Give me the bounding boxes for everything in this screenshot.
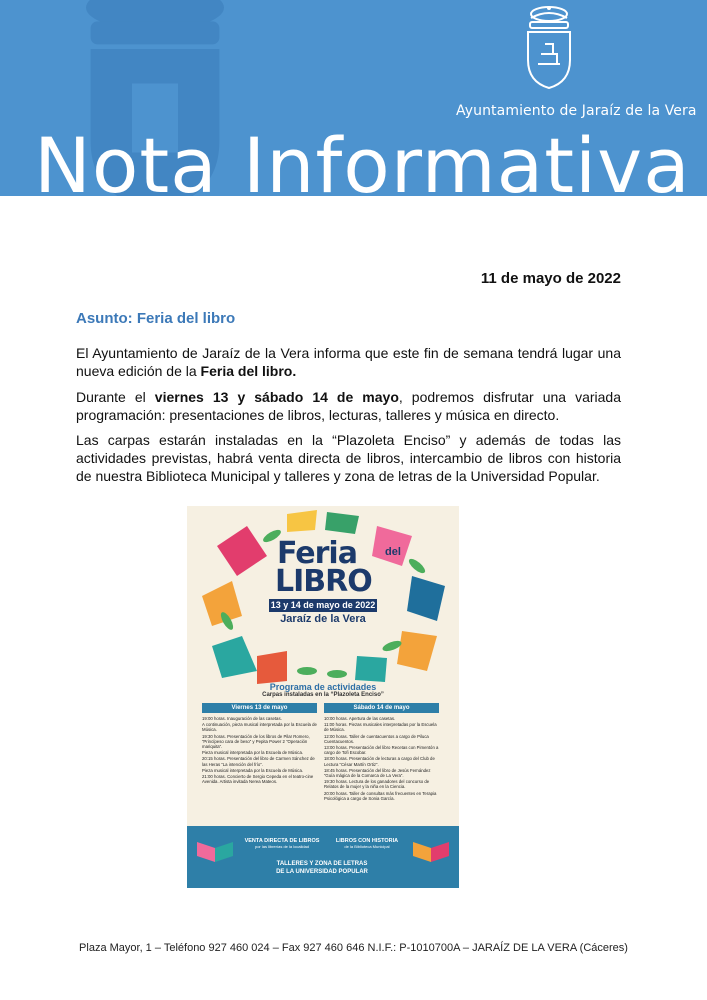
poster-venta-sub: por las librerías de la localidad bbox=[254, 844, 310, 849]
poster-place: Jaraíz de la Vera bbox=[280, 613, 366, 625]
open-book-right-icon bbox=[411, 834, 451, 864]
poster-title-feria: Feria bbox=[277, 536, 357, 571]
list-item: 18:00 horas. Presentación de lecturas a cargo del Club de Lectura “César Martín Ortiz”. bbox=[324, 756, 435, 767]
coat-of-arms-logo-icon bbox=[516, 4, 582, 90]
paragraph-intro bbox=[76, 344, 621, 380]
paragraph-dates-text-b: , podremos disfrutar una variada programación: presentaciones de libros, lecturas, talleres y música en directo. bbox=[76, 389, 621, 423]
poster-saturday-column bbox=[324, 703, 439, 802]
poster-title-libro: LIBRO bbox=[275, 564, 372, 599]
paragraph-location: Las carpas estarán instaladas en la “Plazoleta Enciso” y además de todas las actividades previstas, habrá venta directa de libros, intercambio de libros con historia de nuestra Biblioteca Municipal y talleres y zona de letras de la Universidad Popular. bbox=[76, 432, 621, 484]
poster-title-del: del bbox=[385, 546, 401, 558]
poster-historia-sub: de la Biblioteca Municipal bbox=[344, 844, 390, 849]
poster-historia bbox=[327, 838, 407, 849]
poster-talleres-line2: DE LA UNIVERSIDAD POPULAR bbox=[276, 869, 368, 875]
poster-saturday-heading: Sábado 14 de mayo bbox=[324, 703, 439, 713]
poster-venta-title: VENTA DIRECTA DE LIBROS bbox=[244, 838, 320, 844]
paragraph-dates bbox=[76, 388, 621, 424]
list-item: 20:15 horas. Presentación del libro de Carmen Sánchez de las Heras “La intención del frío”. bbox=[202, 756, 315, 767]
poster-venta bbox=[237, 838, 327, 849]
paragraph-dates-bold: viernes 13 y sábado 14 de mayo bbox=[154, 389, 399, 405]
poster-friday-column bbox=[202, 703, 317, 785]
poster-program-title: Programa de actividades bbox=[269, 682, 377, 692]
event-poster bbox=[187, 506, 459, 888]
list-item: 18:45 horas. Presentación del libro de Jesús Fernández “Guía mágica de la Comarca de La Vera”. bbox=[324, 767, 431, 779]
list-item: 11:00 horas. Piezas musicales interpretadas por la Escuela de Música. bbox=[324, 722, 437, 733]
organization-name: Ayuntamiento de Jaraíz de la Vera bbox=[456, 103, 697, 119]
header-banner bbox=[0, 0, 707, 196]
list-item: 12:00 horas. Taller de cuentacuentos a cargo de Piluca Cuentacuentos. bbox=[324, 733, 429, 744]
list-item: 19:30 horas. Presentación de los libros de Pilar Romero, “Princípeso cara de beso” y Pepita Power 2 “Operación mariquita”. bbox=[202, 733, 310, 750]
poster-friday-heading: Viernes 13 de mayo bbox=[202, 703, 317, 713]
poster-talleres-line1: TALLERES Y ZONA DE LETRAS bbox=[276, 861, 368, 867]
poster-footer-band bbox=[187, 826, 459, 888]
poster-talleres bbox=[247, 860, 397, 876]
poster-carpas: Carpas instaladas en la “Plazoleta Enciso” bbox=[262, 692, 384, 698]
poster-dates: 13 y 14 de mayo de 2022 bbox=[270, 600, 376, 610]
paragraph-intro-text: El Ayuntamiento de Jaraíz de la Vera informa que este fin de semana tendrá lugar una nueva edición de la bbox=[76, 345, 621, 379]
paragraph-intro-bold: Feria del libro. bbox=[200, 363, 297, 379]
document-subject: Asunto: Feria del libro bbox=[76, 310, 236, 327]
list-item: 13:00 horas. Presentación del libro Recetas con Pimentón a cargo de Tofi Escobar. bbox=[324, 745, 439, 756]
list-item: 19:00 horas. Inauguración de las casetas. bbox=[202, 716, 282, 721]
list-item: 19:30 horas. Lectura de los ganadores del concurso de Relatos de la mujer y la niña en la Ciencia. bbox=[324, 779, 430, 790]
list-item: Pieza musical interpretada por la Escuela de Música. bbox=[202, 750, 304, 756]
list-item: 10:00 horas. Apertura de las casetas. bbox=[324, 716, 396, 721]
open-book-left-icon bbox=[195, 834, 235, 864]
list-item: 20:00 horas. Taller de consultas más frecuentes en Terapia Psicológica a cargo de Sonia García. bbox=[324, 790, 437, 801]
poster-historia-title: LIBROS CON HISTORIA bbox=[335, 838, 399, 844]
address-footer: Plaza Mayor, 1 – Teléfono 927 460 024 – Fax 927 460 646 N.I.F.: P-1010700A – JARAÍZ DE LA VERA (Cáceres) bbox=[79, 942, 628, 954]
paragraph-dates-text-a: Durante el bbox=[76, 389, 155, 405]
list-item: Pieza musical interpretada por la Escuela de Música. bbox=[202, 767, 304, 773]
document-date: 11 de mayo de 2022 bbox=[480, 270, 621, 287]
list-item: A continuación, pieza musical interpretada por la Escuela de Música. bbox=[202, 722, 317, 733]
page-title: Nota Informativa bbox=[34, 121, 691, 196]
list-item: 21:00 horas. Concierto de Sergio Cepeda en el teatro-cine Avenida. Artista invitada Nerea Mateos. bbox=[202, 774, 314, 785]
